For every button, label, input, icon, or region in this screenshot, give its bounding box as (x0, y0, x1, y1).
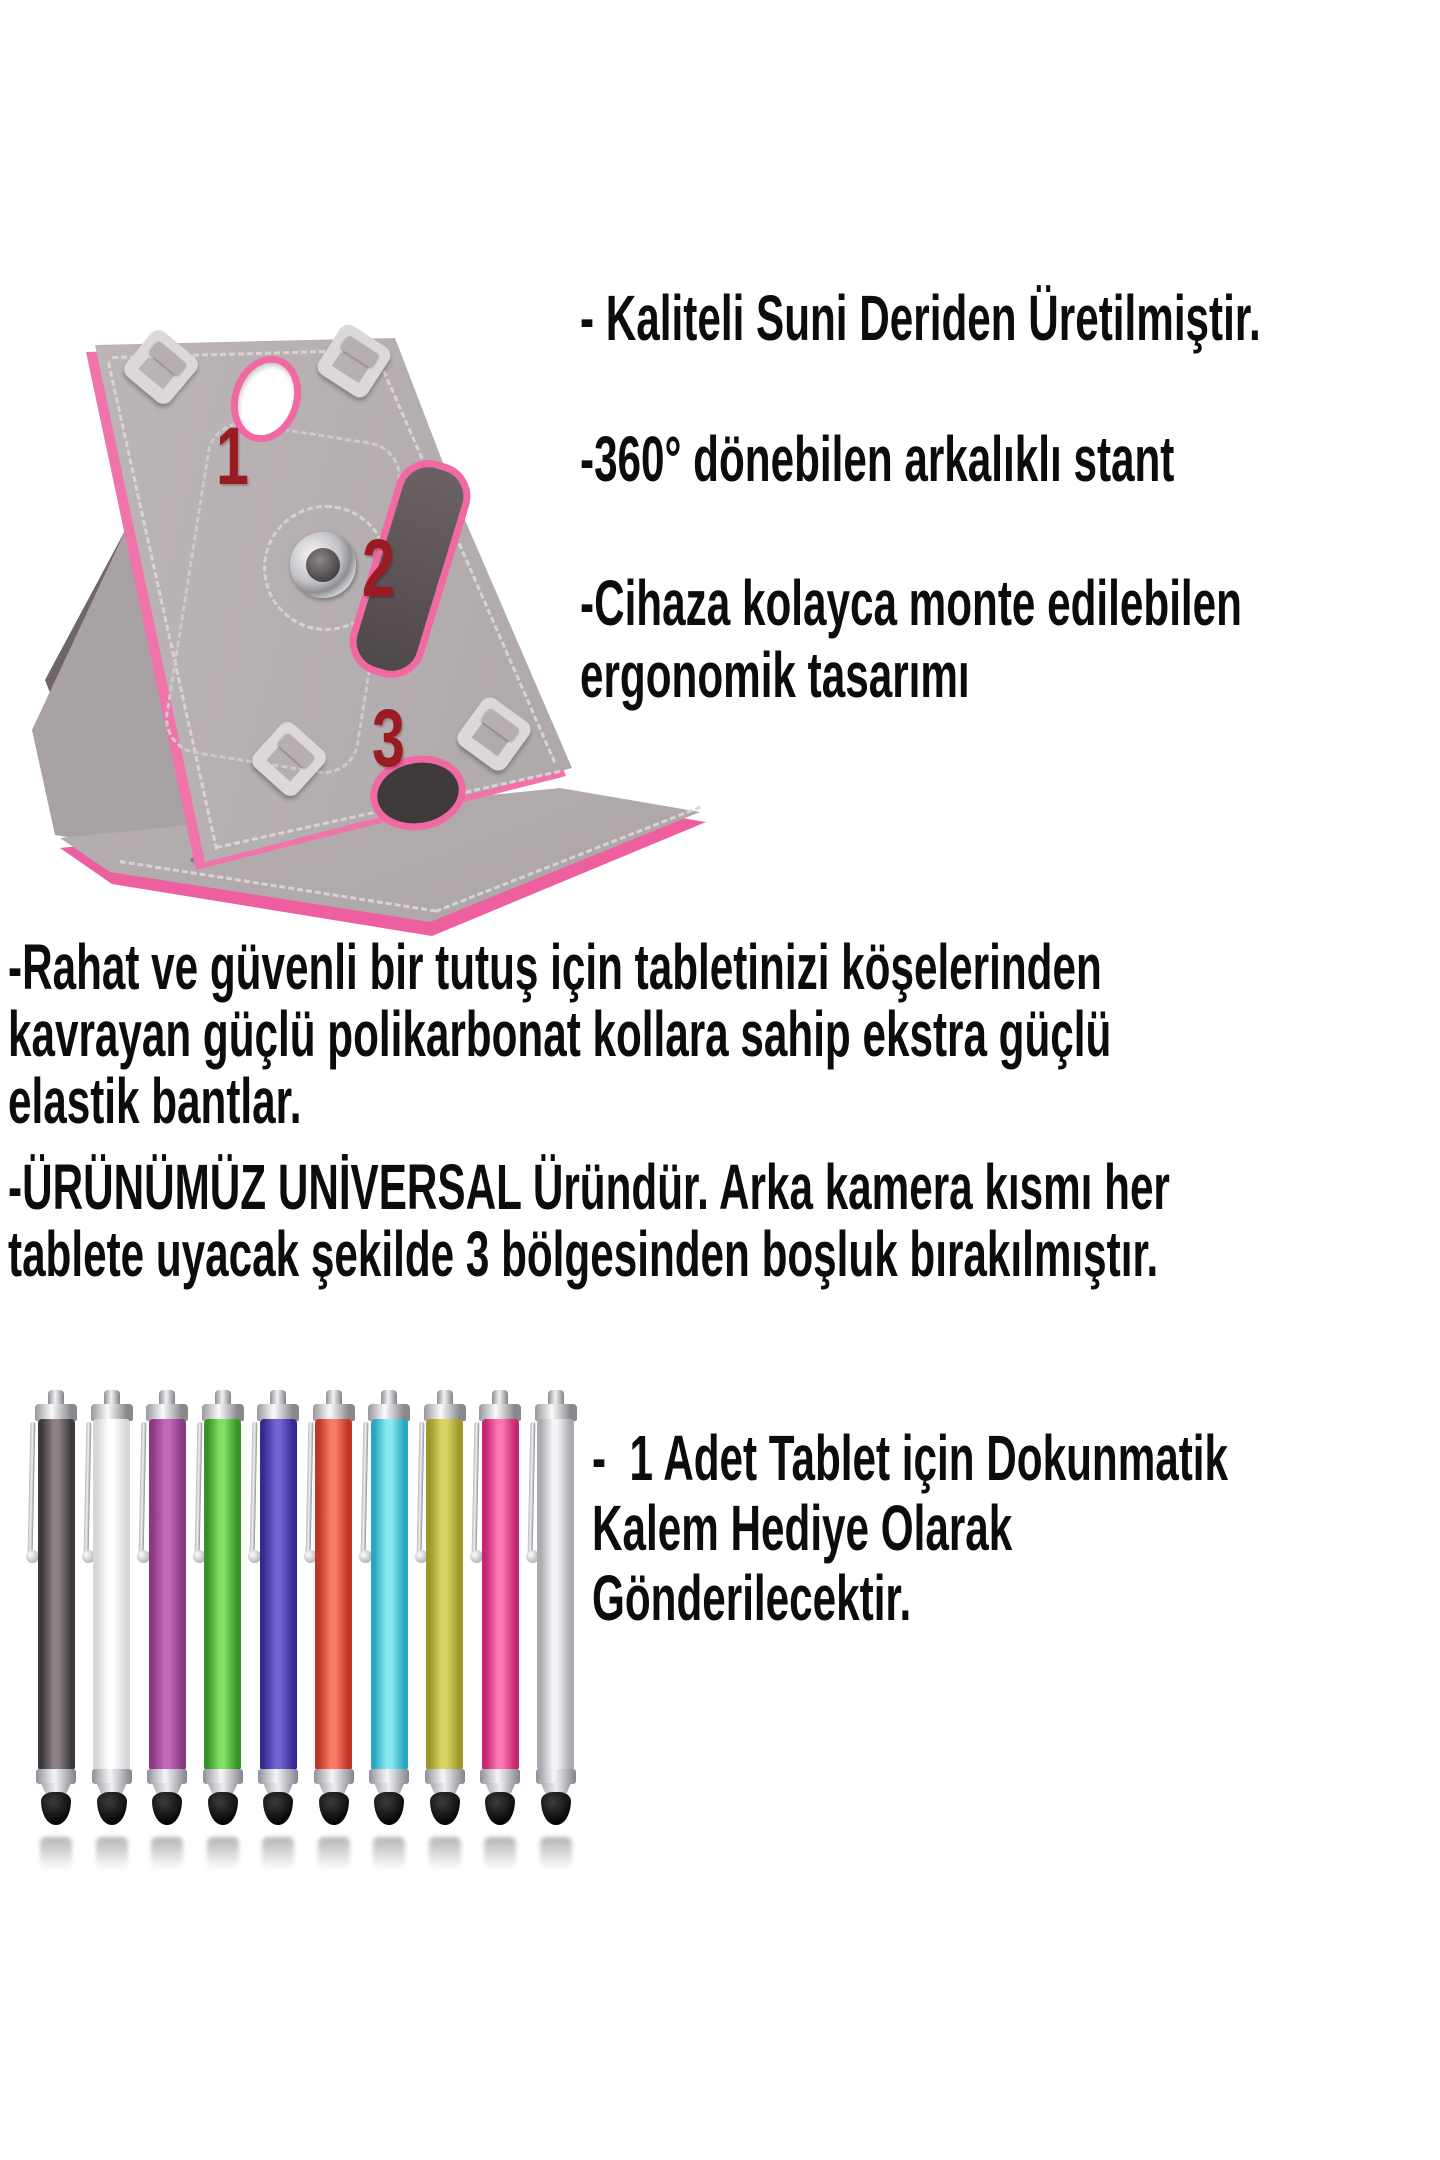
stylus-pen-silver (528, 1390, 584, 1870)
pen-reflection (484, 1837, 516, 1870)
pen-clip (305, 1422, 313, 1554)
stylus-pen-gunmetal-black (28, 1390, 84, 1870)
rotation-grommet-hole (306, 548, 340, 582)
pen-bottom-ring (258, 1769, 298, 1784)
pen-bottom-ring (92, 1769, 132, 1784)
pen-barrel (149, 1419, 186, 1771)
gift-note-line-1: - 1 Adet Tablet için Dokunmatik (592, 1422, 1229, 1494)
pen-clip (83, 1422, 91, 1554)
pen-barrel (315, 1419, 352, 1771)
pen-bottom-ring (314, 1769, 354, 1784)
rotation-grommet (290, 532, 356, 598)
pen-barrel (260, 1419, 297, 1771)
pen-rubber-tip (41, 1792, 71, 1825)
pen-clip (28, 1422, 36, 1554)
pen-reflection (318, 1837, 350, 1870)
gift-note-line-2: Kalem Hediye Olarak (592, 1492, 1013, 1564)
paragraph-universal-line-2: tablete uyacak şekilde 3 bölgesinden boşluk bırakılmıştır. (8, 1218, 1159, 1290)
case-label-2: 2 (362, 523, 395, 614)
pen-reflection (262, 1837, 294, 1870)
stylus-pen-cyan (361, 1390, 417, 1870)
feature-rotation: -360° dönebilen arkalıklı stant (580, 423, 1175, 495)
pen-barrel (537, 1419, 574, 1771)
pen-clip (250, 1422, 258, 1554)
pen-bottom-ring (536, 1769, 576, 1784)
pen-reflection (151, 1837, 183, 1870)
case-label-1: 1 (216, 411, 249, 502)
feature-mount-1: -Cihaza kolayca monte edilebilen (580, 567, 1242, 639)
pen-rubber-tip (263, 1792, 293, 1825)
pen-rubber-tip (97, 1792, 127, 1825)
gift-note-line-3: Gönderilecektir. (592, 1562, 912, 1634)
pen-rubber-tip (430, 1792, 460, 1825)
pen-barrel (371, 1419, 408, 1771)
pen-bottom-ring (147, 1769, 187, 1784)
paragraph-grip-line-3: elastik bantlar. (8, 1065, 302, 1137)
pen-reflection (207, 1837, 239, 1870)
pen-rubber-tip (208, 1792, 238, 1825)
pen-barrel (482, 1419, 519, 1771)
pen-clip (472, 1422, 480, 1554)
feature-list (580, 281, 1261, 725)
pen-bottom-ring (369, 1769, 409, 1784)
pen-reflection (429, 1837, 461, 1870)
pen-clip (416, 1422, 424, 1554)
pen-rubber-tip (319, 1792, 349, 1825)
gift-note (592, 1421, 1229, 1791)
stylus-pen-indigo-blue (250, 1390, 306, 1870)
pen-reflection (373, 1837, 405, 1870)
feature-mount-2: ergonomik tasarımı (580, 639, 970, 711)
pen-barrel (38, 1419, 75, 1771)
pen-rubber-tip (374, 1792, 404, 1825)
pen-barrel (426, 1419, 463, 1771)
feature-quality: - Kaliteli Suni Deriden Üretilmiştir. (580, 282, 1261, 354)
pen-clip (528, 1422, 536, 1554)
pen-rubber-tip (152, 1792, 182, 1825)
pen-clip (139, 1422, 147, 1554)
paragraph-universal-line-1: -ÜRÜNÜMÜZ UNİVERSAL Üründür. Arka kamera kısmı her (8, 1151, 1170, 1223)
stylus-pen-purple (139, 1390, 195, 1870)
pen-reflection (96, 1837, 128, 1870)
stylus-pen-green (195, 1390, 251, 1870)
pen-bottom-ring (425, 1769, 465, 1784)
pen-clip (361, 1422, 369, 1554)
pen-barrel (204, 1419, 241, 1771)
pen-clip (194, 1422, 202, 1554)
pen-bottom-ring (203, 1769, 243, 1784)
pen-barrel (93, 1419, 130, 1771)
case-label-3: 3 (372, 693, 405, 784)
stylus-pens-photo (15, 1390, 605, 1870)
stylus-pen-pink (472, 1390, 528, 1870)
paragraph-grip-line-1: -Rahat ve güvenli bir tutuş için tabletinizi köşelerinden (8, 931, 1102, 1003)
paragraph-grip-line-2: kavrayan güçlü polikarbonat kollara sahip ekstra güçlü (8, 998, 1112, 1070)
pen-bottom-ring (480, 1769, 520, 1784)
stylus-pen-olive-yellow (417, 1390, 473, 1870)
stylus-pen-white (84, 1390, 140, 1870)
pen-rubber-tip (485, 1792, 515, 1825)
stylus-pen-red (306, 1390, 362, 1870)
pen-reflection (540, 1837, 572, 1870)
pen-reflection (40, 1837, 72, 1870)
pen-bottom-ring (36, 1769, 76, 1784)
pen-rubber-tip (541, 1792, 571, 1825)
